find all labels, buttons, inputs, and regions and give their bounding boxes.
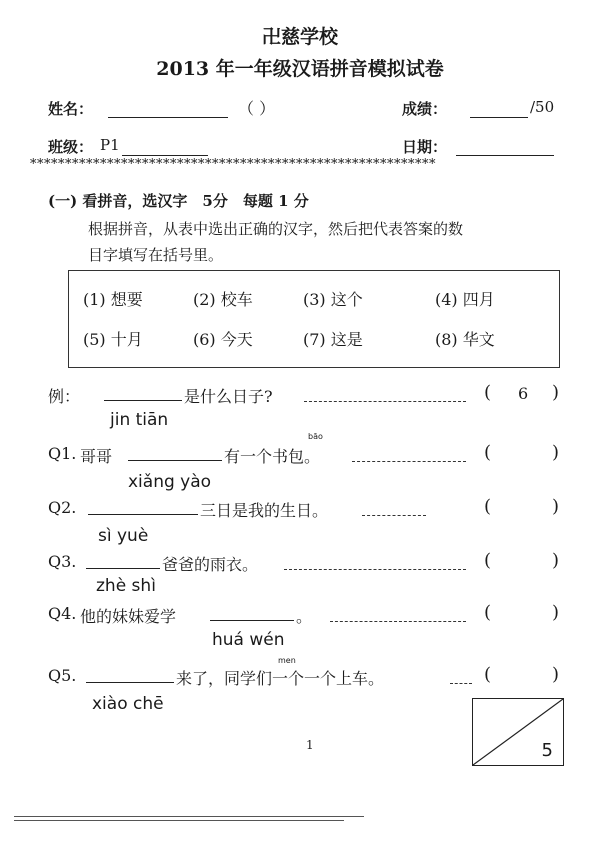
answer-paren-close: ) — [552, 382, 560, 403]
section-score: 5 — [541, 740, 553, 761]
dash-line — [284, 554, 466, 573]
option-item: (4) 四月 — [435, 290, 495, 309]
question-pinyin: sì yuè — [98, 526, 149, 546]
dash-line — [450, 668, 472, 687]
question-pinyin: xiào chē — [92, 694, 164, 714]
answer-paren-close: ) — [552, 664, 560, 685]
example-label: 例： — [48, 387, 81, 406]
question-pinyin: zhè shì — [96, 576, 156, 596]
ruby-annotation: bāo — [308, 432, 323, 441]
answer-blank[interactable] — [86, 554, 160, 573]
dash-line — [352, 446, 466, 465]
option-item: (3) 这个 — [303, 290, 363, 309]
option-item: (2) 校车 — [193, 290, 253, 309]
example-text: 是什么日子? — [184, 387, 273, 406]
question-text: 。 — [296, 607, 313, 626]
instruction-line-2: 目字填写在括号里。 — [88, 246, 224, 264]
question-pinyin: xiǎng yào — [128, 472, 212, 492]
section-score-box — [472, 698, 564, 766]
example-blank — [104, 386, 182, 405]
answer-blank[interactable] — [86, 668, 174, 687]
star-divider: ********************************************************** — [30, 157, 436, 172]
date-label: 日期： — [402, 138, 448, 156]
score-total: /50 — [530, 98, 555, 116]
options-box — [68, 270, 560, 368]
name-paren: （ ） — [238, 99, 276, 118]
option-item: (8) 华文 — [435, 330, 495, 349]
question-label: Q5. — [48, 666, 77, 685]
question-pinyin: huá wén — [212, 630, 285, 650]
answer-paren-open: ( — [484, 382, 492, 403]
class-label: 班级： — [48, 138, 94, 156]
dash-line — [330, 606, 466, 625]
example-pinyin: jin tiān — [110, 410, 169, 430]
question-label: Q4. — [48, 604, 77, 623]
class-field[interactable] — [122, 137, 208, 156]
answer-paren-close: ) — [552, 550, 560, 571]
option-item: (6) 今天 — [193, 330, 253, 349]
bottom-rule — [14, 820, 344, 821]
instruction-line-1: 根据拼音，从表中选出正确的汉字，然后把代表答案的数 — [88, 220, 464, 238]
class-value: P1 — [100, 136, 120, 154]
answer-paren-close: ) — [552, 496, 560, 517]
section-title: (一) 看拼音，选汉字 5分 每题 1 分 — [48, 192, 309, 210]
question-label: Q1. — [48, 444, 77, 463]
dash-line — [304, 386, 466, 405]
answer-paren-open[interactable]: ( — [484, 442, 492, 463]
score-field[interactable] — [470, 99, 528, 118]
question-text: 三日是我的生日。 — [200, 501, 329, 520]
answer-paren-open[interactable]: ( — [484, 550, 492, 571]
answer-paren-close: ) — [552, 602, 560, 623]
answer-blank[interactable] — [210, 606, 294, 625]
exam-title: 2013 年一年级汉语拼音模拟试卷 — [156, 58, 444, 80]
question-label: Q2. — [48, 498, 77, 517]
option-item: (5) 十月 — [83, 330, 143, 349]
date-field[interactable] — [456, 137, 554, 156]
ruby-annotation: men — [278, 656, 296, 665]
answer-blank[interactable] — [128, 446, 222, 465]
example-answer: 6 — [518, 384, 529, 403]
score-label: 成绩： — [402, 100, 448, 118]
question-text: 来了，同学们一个一个上车。 — [176, 669, 385, 688]
name-label: 姓名： — [48, 100, 94, 118]
school-name: 卍慈学校 — [261, 26, 338, 48]
question-text: 有一个书包。 — [224, 447, 321, 466]
question-text: 哥哥 — [80, 447, 113, 466]
question-label: Q3. — [48, 552, 77, 571]
name-field[interactable] — [108, 99, 228, 118]
answer-paren-close: ) — [552, 442, 560, 463]
bottom-rule — [14, 816, 364, 817]
option-item: (1) 想要 — [83, 290, 143, 309]
answer-paren-open[interactable]: ( — [484, 602, 492, 623]
answer-paren-open[interactable]: ( — [484, 496, 492, 517]
answer-paren-open[interactable]: ( — [484, 664, 492, 685]
option-item: (7) 这是 — [303, 330, 363, 349]
answer-blank[interactable] — [88, 500, 198, 519]
question-text: 爸爸的雨衣。 — [162, 555, 259, 574]
question-text: 他的妹妹爱学 — [80, 607, 177, 626]
page-number: 1 — [306, 738, 314, 752]
dash-line — [362, 500, 426, 519]
